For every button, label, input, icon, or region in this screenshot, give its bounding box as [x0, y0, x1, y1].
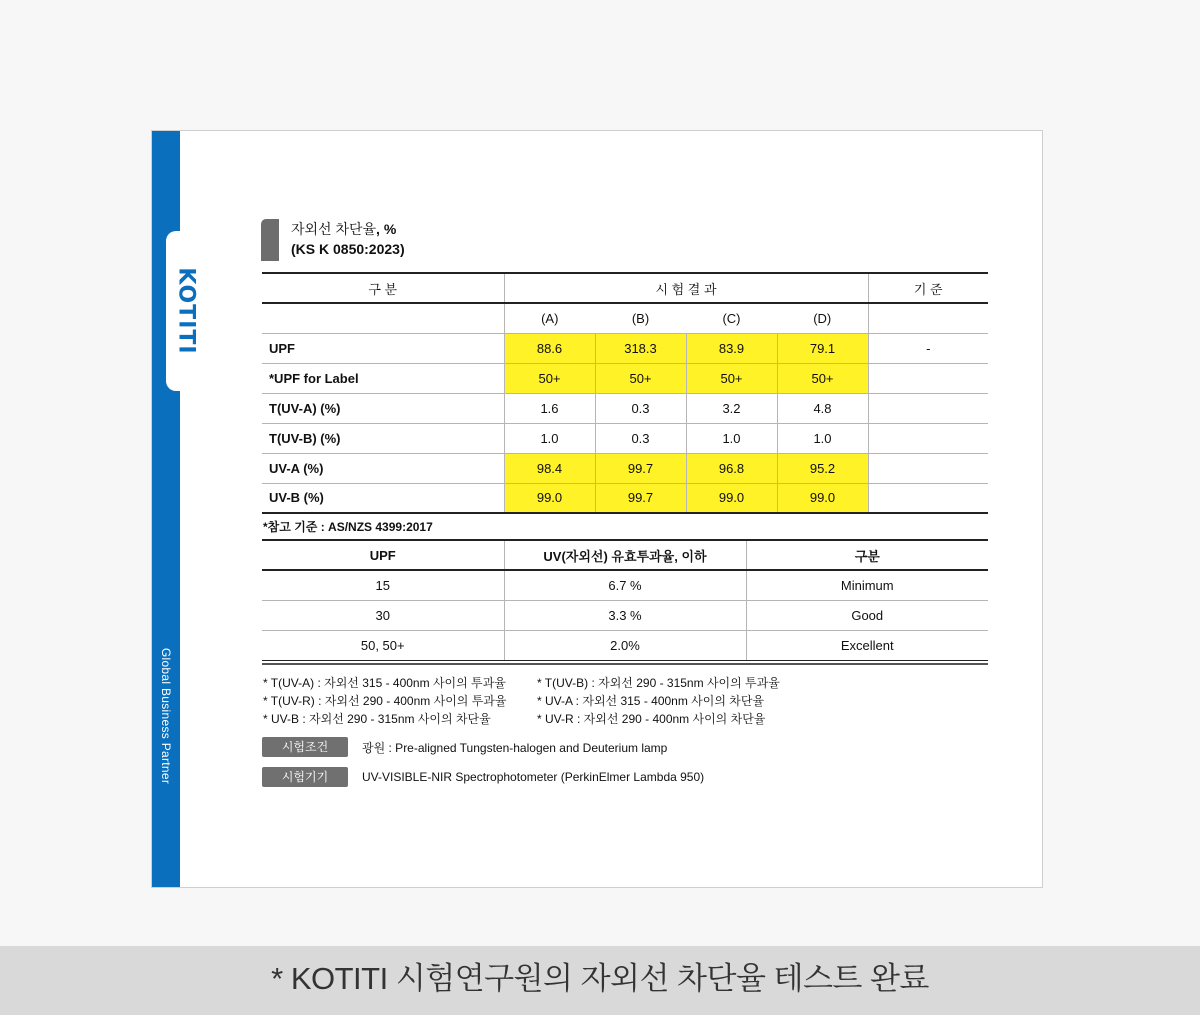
condition-tag: 시험조건 — [262, 737, 348, 757]
sample-label: (B) — [595, 303, 686, 333]
definition-row — [263, 692, 780, 710]
header-results: 시 험 결 과 — [504, 273, 868, 303]
reference-cell: 2.0% — [504, 630, 746, 660]
row-label: UV-A (%) — [262, 453, 504, 483]
caption-banner: * KOTITI 시험연구원의 자외선 차단율 테스트 완료 — [0, 946, 1200, 1015]
result-cell: 83.9 — [686, 333, 777, 363]
reference-cell: 30 — [262, 600, 504, 630]
test-condition — [262, 737, 667, 757]
result-cell: 99.7 — [595, 453, 686, 483]
result-cell: 95.2 — [777, 453, 868, 483]
test-equipment — [262, 767, 704, 787]
criteria-cell: - — [868, 333, 988, 363]
result-cell: 0.3 — [595, 423, 686, 453]
reference-cell: 15 — [262, 570, 504, 600]
header-category: 구 분 — [262, 273, 504, 303]
reference-cell: 50, 50+ — [262, 630, 504, 660]
result-cell: 50+ — [504, 363, 595, 393]
criteria-cell — [868, 423, 988, 453]
definitions — [263, 674, 780, 728]
sample-row — [262, 303, 988, 333]
reference-header-row — [262, 540, 988, 570]
table-row — [262, 600, 988, 630]
result-cell: 99.0 — [777, 483, 868, 513]
equipment-tag: 시험기기 — [262, 767, 348, 787]
row-label: UPF — [262, 333, 504, 363]
result-cell: 96.8 — [686, 453, 777, 483]
reference-header: UPF — [262, 540, 504, 570]
result-cell: 1.0 — [777, 423, 868, 453]
condition-text: 광원 : Pre-aligned Tungsten-halogen and Deuterium lamp — [362, 740, 668, 755]
row-label: UV-B (%) — [262, 483, 504, 513]
reference-header: 구분 — [746, 540, 988, 570]
definition: * UV-A : 자외선 315 - 400nm 사이의 차단율 — [537, 694, 765, 708]
result-cell: 1.6 — [504, 393, 595, 423]
reference-cell: Minimum — [746, 570, 988, 600]
criteria-cell — [868, 393, 988, 423]
result-cell: 88.6 — [504, 333, 595, 363]
table-row — [262, 393, 988, 423]
sample-label: (D) — [777, 303, 868, 333]
results-header-row — [262, 273, 988, 303]
result-cell: 4.8 — [777, 393, 868, 423]
result-cell: 99.7 — [595, 483, 686, 513]
definition: * UV-R : 자외선 290 - 400nm 사이의 차단율 — [537, 712, 766, 726]
reference-table-end-rule — [262, 663, 988, 665]
result-cell: 79.1 — [777, 333, 868, 363]
reference-table — [262, 539, 988, 661]
reference-cell: Good — [746, 600, 988, 630]
table-row — [262, 363, 988, 393]
criteria-cell — [868, 453, 988, 483]
result-cell: 0.3 — [595, 393, 686, 423]
section-title-suffix: , % — [376, 221, 397, 237]
definition: * T(UV-B) : 자외선 290 - 315nm 사이의 투과율 — [537, 676, 780, 690]
section-marker — [261, 219, 279, 261]
reference-note: *참고 기준 : AS/NZS 4399:2017 — [263, 520, 433, 534]
table-row — [262, 423, 988, 453]
sample-label: (A) — [504, 303, 595, 333]
result-cell: 3.2 — [686, 393, 777, 423]
reference-header: UV(자외선) 유효투과율, 이하 — [504, 540, 746, 570]
definition: * T(UV-A) : 자외선 315 - 400nm 사이의 투과율 — [263, 676, 506, 690]
result-cell: 99.0 — [686, 483, 777, 513]
criteria-cell — [868, 363, 988, 393]
table-row — [262, 630, 988, 660]
result-cell: 50+ — [777, 363, 868, 393]
reference-cell: 3.3 % — [504, 600, 746, 630]
table-row — [262, 333, 988, 363]
table-row — [262, 483, 988, 513]
result-cell: 98.4 — [504, 453, 595, 483]
section-standard: (KS K 0850:2023) — [291, 241, 405, 257]
reference-cell: 6.7 % — [504, 570, 746, 600]
section-title-ko: 자외선 차단율 — [291, 221, 377, 237]
criteria-cell — [868, 483, 988, 513]
section-title — [291, 219, 405, 259]
row-label: *UPF for Label — [262, 363, 504, 393]
result-cell: 1.0 — [504, 423, 595, 453]
table-row — [262, 570, 988, 600]
definition-row — [263, 710, 780, 728]
test-report-card — [151, 130, 1043, 888]
definition: * T(UV-R) : 자외선 290 - 400nm 사이의 투과율 — [263, 694, 507, 708]
result-cell: 99.0 — [504, 483, 595, 513]
result-cell: 50+ — [686, 363, 777, 393]
definition-row — [263, 674, 780, 692]
definition: * UV-B : 자외선 290 - 315nm 사이의 차단율 — [263, 712, 491, 726]
equipment-text: UV-VISIBLE-NIR Spectrophotometer (PerkinElmer Lambda 950) — [362, 770, 705, 784]
brand-tagline: Global Business Partner — [159, 647, 173, 785]
row-label: T(UV-A) (%) — [262, 393, 504, 423]
table-row — [262, 453, 988, 483]
kotiti-logo: KOTITI — [173, 267, 199, 355]
result-cell: 318.3 — [595, 333, 686, 363]
result-cell: 1.0 — [686, 423, 777, 453]
reference-cell: Excellent — [746, 630, 988, 660]
result-cell: 50+ — [595, 363, 686, 393]
sample-label: (C) — [686, 303, 777, 333]
uv-results-table — [262, 272, 988, 514]
row-label: T(UV-B) (%) — [262, 423, 504, 453]
header-criteria: 기 준 — [868, 273, 988, 303]
